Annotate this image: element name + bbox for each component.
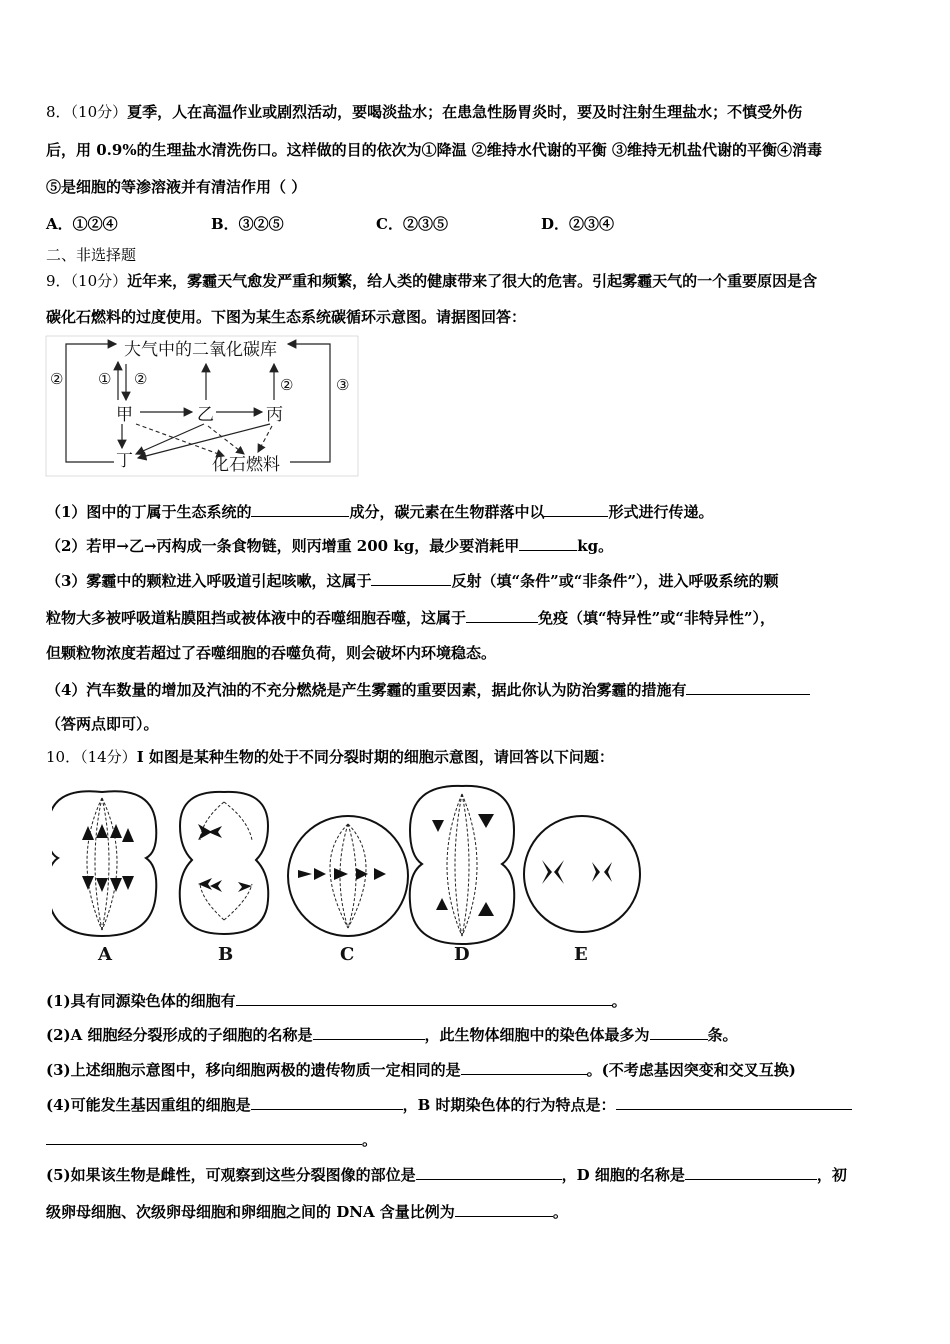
q9-sub3-line2 — [46, 606, 775, 628]
cell-d-spindle — [447, 794, 477, 936]
q10-blank-1[interactable] — [236, 989, 612, 1006]
diagram-yi: 乙 — [197, 405, 214, 425]
q9-number: 9． — [46, 272, 71, 290]
q10-s2-text-b: ，此生物体细胞中的染色体最多为 — [424, 1026, 650, 1044]
q10-blank-2[interactable] — [313, 1023, 425, 1040]
q10-blank-5[interactable] — [251, 1093, 403, 1110]
diagram-bing: 丙 — [266, 405, 283, 425]
q8-text-1: 夏季，人在高温作业或剧烈活动，要喝淡盐水；在患急性肠胃炎时，要及时注射生理盐水；不慎受外伤 — [127, 103, 803, 121]
q9-blank-6[interactable] — [686, 678, 810, 695]
q9-sub3-text-b: 反射（填“条件”或“非条件”），进入呼吸系统的颗 — [451, 572, 779, 590]
q10-s4-text-c: 。 — [362, 1131, 378, 1149]
q9-sub4-line1 — [46, 678, 810, 700]
q9-blank-1[interactable] — [251, 500, 349, 517]
q10-blank-7[interactable] — [46, 1128, 362, 1145]
q10-s1-text-a: (1)具有同源染色体的细胞有 — [46, 992, 236, 1010]
diagram-label-2a: ② — [134, 370, 148, 388]
diagram-label-2b: ② — [280, 376, 294, 394]
carbon-cycle-diagram — [44, 334, 364, 480]
diagram-label-left2: ② — [50, 370, 64, 388]
q10-s5-text-c: ，初 — [816, 1166, 847, 1184]
q8-option-c: C．②③⑤ — [376, 215, 448, 233]
q10-s2 — [46, 1023, 738, 1045]
cell-c-membrane — [288, 816, 408, 936]
q9-sub2-text-a: （2）若甲→乙→丙构成一条食物链，则丙增重 200 kg，最少要消耗甲 — [46, 537, 520, 555]
q10-blank-6[interactable] — [616, 1093, 852, 1110]
q8-option-b: B．③②⑤ — [211, 215, 284, 233]
label-b: B — [218, 944, 234, 965]
q9-sub2-text-b: kg。 — [577, 537, 614, 555]
q10-blank-9[interactable] — [685, 1163, 817, 1180]
q9-blank-5[interactable] — [466, 606, 538, 623]
diagram-ding: 丁 — [116, 451, 133, 471]
q9-blank-3[interactable] — [519, 534, 577, 551]
q9-sub1-text-b: 成分，碳元素在生物群落中以 — [349, 503, 545, 521]
q9-line2: 碳化石燃料的过度使用。下图为某生态系统碳循环示意图。请据图回答： — [46, 308, 527, 326]
cell-b-membrane — [180, 792, 269, 934]
q9-sub3-text-a: （3）雾霾中的颗粒进入呼吸道引起咳嗽，这属于 — [46, 572, 372, 590]
cell-a-spindle — [87, 798, 117, 930]
cell-a-membrane — [52, 791, 156, 936]
q9-sub2 — [46, 534, 613, 556]
q9-sub1 — [46, 500, 713, 522]
q9-sub1-text-c: 形式进行传递。 — [608, 503, 714, 521]
label-a: A — [98, 944, 112, 965]
label-c: C — [340, 944, 355, 965]
q9-text-1: 近年来，雾霾天气愈发严重和频繁，给人类的健康带来了很大的危害。引起雾霾天气的一个重要原因是含 — [127, 272, 818, 290]
q10-s4-line2 — [46, 1128, 377, 1150]
q9-blank-2[interactable] — [544, 500, 608, 517]
cell-division-figure — [52, 780, 652, 970]
cell-b-spindle — [200, 802, 252, 920]
q10-s5-text-e: 。 — [552, 1203, 568, 1221]
diagram-label-1: ① — [98, 370, 112, 388]
diagram-fossil-fuel: 化石燃料 — [212, 455, 280, 475]
q10-text-1: I 如图是某种生物的处于不同分裂时期的细胞示意图，请回答以下问题： — [136, 748, 614, 766]
q9-score: （10分） — [70, 272, 128, 290]
q10-s3 — [46, 1058, 796, 1080]
label-e: E — [574, 944, 588, 965]
q9-sub4-text-a: （4）汽车数量的增加及汽油的不充分燃烧是产生雾霾的重要因素，据此你认为防治雾霾的措施有 — [46, 681, 687, 699]
q10-s1 — [46, 989, 627, 1011]
section-title: 二、非选择题 — [46, 246, 137, 264]
q8-number: 8． — [46, 103, 71, 121]
q8-score: （10分） — [70, 103, 128, 121]
q10-line1 — [46, 747, 614, 767]
q9-sub1-text-a: （1）图中的丁属于生态系统的 — [46, 503, 252, 521]
q9-blank-4[interactable] — [371, 569, 451, 586]
q8-option-a: A．①②④ — [46, 215, 118, 233]
q10-s2-text-c: 条。 — [707, 1026, 738, 1044]
q9-sub3-text-d: 免疫（填“特异性”或“非特异性”）， — [538, 609, 776, 627]
cell-b-chromosomes — [198, 824, 252, 892]
q10-s1-text-b: 。 — [611, 992, 627, 1010]
cell-d-membrane — [410, 786, 515, 944]
q10-blank-4[interactable] — [461, 1058, 587, 1075]
cell-c-chromosomes — [298, 868, 386, 880]
q8-line2: 后，用 0.9%的生理盐水清洗伤口。这样做的目的依次为①降温 ②维持水代谢的平衡 ③维持无机盐代谢的平衡④消毒 — [46, 141, 823, 159]
label-d: D — [454, 944, 470, 965]
q10-score: （14分） — [80, 748, 137, 766]
q9-line1 — [46, 271, 817, 291]
q10-s3-text-a: (3)上述细胞示意图中，移向细胞两极的遗传物质一定相同的是 — [46, 1061, 461, 1079]
cell-e-chromosomes — [542, 860, 612, 884]
q10-s4-text-b: ，B 时期染色体的行为特点是： — [402, 1096, 616, 1114]
q10-number: 10． — [46, 748, 81, 766]
q8-line1 — [46, 102, 802, 122]
q9-sub4-line2: （答两点即可）。 — [46, 715, 159, 733]
q10-blank-10[interactable] — [455, 1200, 553, 1217]
q10-blank-8[interactable] — [416, 1163, 562, 1180]
diagram-co2-pool: 大气中的二氧化碳库 — [124, 340, 277, 360]
q10-s5-text-a: (5)如果该生物是雌性，可观察到这些分裂图像的部位是 — [46, 1166, 416, 1184]
q10-blank-3[interactable] — [650, 1023, 708, 1040]
q8-option-d: D．②③④ — [541, 215, 615, 233]
q10-s5-text-b: ，D 细胞的名称是 — [561, 1166, 685, 1184]
q9-sub3-line1 — [46, 569, 778, 591]
q9-sub3-text-c: 粒物大多被呼吸道粘膜阻挡或被体液中的吞噬细胞吞噬，这属于 — [46, 609, 467, 627]
diagram-jia: 甲 — [116, 405, 133, 425]
q8-line3: ⑤是细胞的等渗溶液并有清洁作用（ ） — [46, 178, 307, 196]
q10-s2-text-a: (2)A 细胞经分裂形成的子细胞的名称是 — [46, 1026, 313, 1044]
q10-s4-text-a: (4)可能发生基因重组的细胞是 — [46, 1096, 251, 1114]
diagram-label-3: ③ — [336, 376, 350, 394]
q10-s5-line2 — [46, 1200, 568, 1222]
q10-s3-text-b: 。(不考虑基因突变和交叉互换) — [586, 1061, 796, 1079]
q10-s5-line1 — [46, 1163, 847, 1185]
cell-d-chromosomes — [432, 814, 494, 916]
cell-e-membrane — [524, 816, 640, 932]
q9-sub3-line3: 但颗粒物浓度若超过了吞噬细胞的吞噬负荷，则会破坏内环境稳态。 — [46, 644, 497, 662]
q10-s5-text-d: 级卵母细胞、次级卵母细胞和卵细胞之间的 DNA 含量比例为 — [46, 1203, 455, 1221]
q10-s4-line1 — [46, 1093, 852, 1115]
